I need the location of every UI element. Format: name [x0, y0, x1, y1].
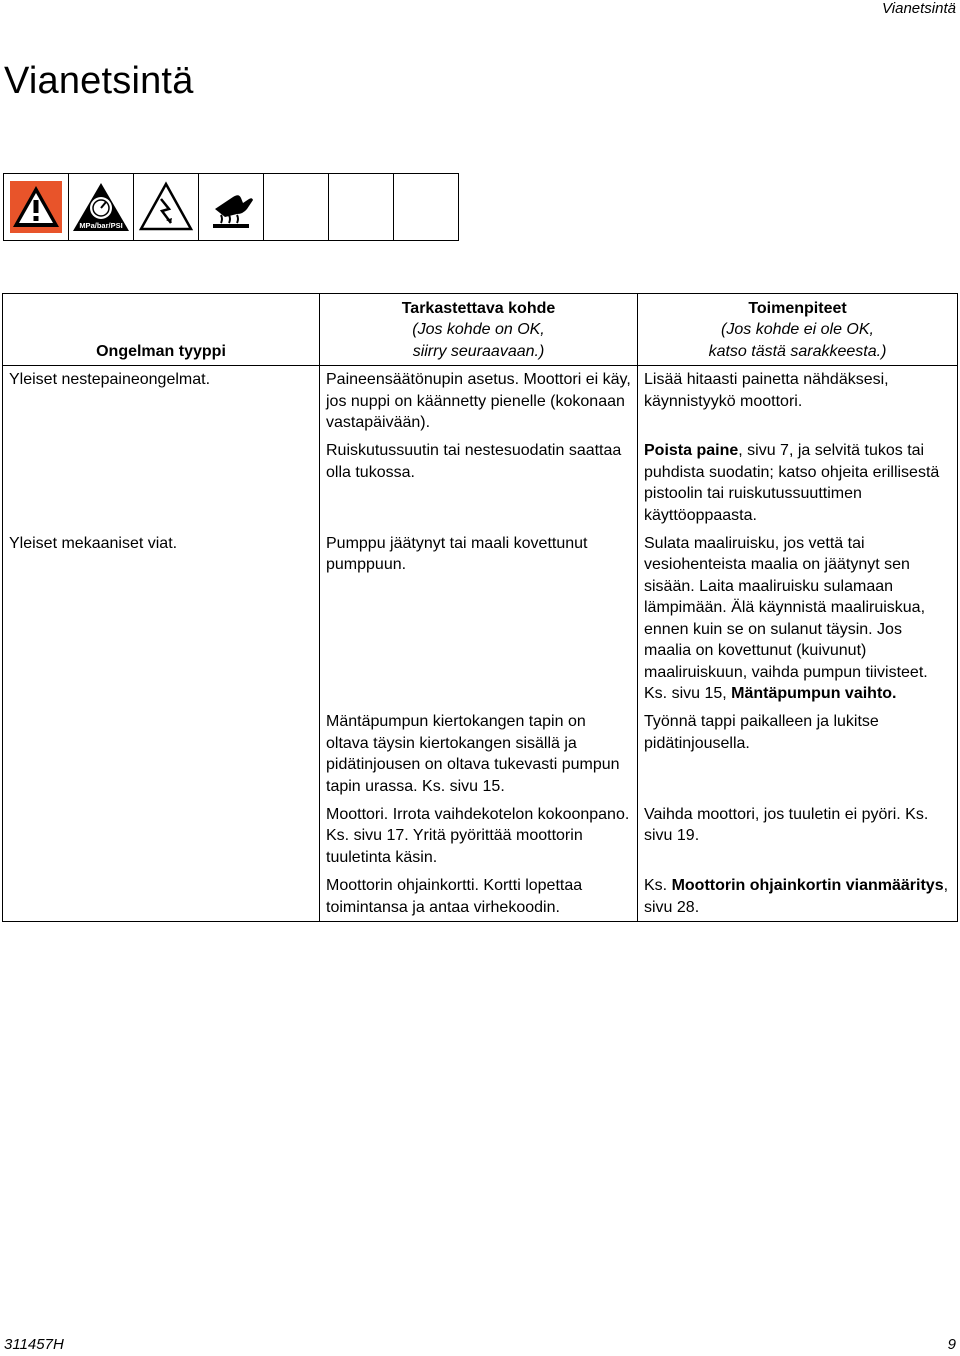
problem-type-cell [3, 436, 320, 529]
document-number: 311457H [4, 1336, 64, 1353]
action-cell: Työnnä tappi paikalleen ja lukitse pidätinjousella. [638, 707, 958, 800]
warning-icon-strip [3, 173, 459, 241]
check-cell: Paineensäätönupin asetus. Moottori ei käy, jos nuppi on käännetty pienelle (kokonaan vastapäivään). [320, 366, 638, 437]
action-cell: Poista paine, sivu 7, ja selvitä tukos tai puhdista suodatin; katso ohjeita erillisestä pistoolin tai ruiskutussuuttimen käyttöoppaasta. [638, 436, 958, 529]
page-number: 9 [947, 1336, 956, 1353]
problem-type-cell: Yleiset mekaaniset viat. [3, 529, 320, 707]
problem-type-cell [3, 800, 320, 871]
table-header-row [3, 294, 958, 366]
check-cell: Moottorin ohjainkortti. Kortti lopettaa toimintansa ja antaa virhekoodin. [320, 871, 638, 921]
header-check-item: Tarkastettava kohde (Jos kohde on OK, siirry seuraavaan.) [320, 294, 638, 366]
header-problem-type: Ongelman tyyppi [3, 294, 320, 366]
action-cell: Ks. Moottorin ohjainkortin vianmääritys, sivu 28. [638, 871, 958, 921]
page-title: Vianetsintä [4, 60, 194, 102]
exclamation-warning-icon [4, 174, 69, 240]
table-row [3, 871, 958, 921]
empty-icon-cell [329, 174, 394, 240]
action-cell: Sulata maaliruisku, jos vettä tai vesiohenteista maalia on jäätynyt sen sisään. Laita maaliruisku sulamaan lämpimään. Älä käynnistä maaliruiskua, ennen kuin se on sulanut täysin. Jos maalia on kovettunut (kuivunut) maaliruiskuun, vaihda pumpun tiivisteet. Ks. sivu 15, Mäntäpumpun vaihto. [638, 529, 958, 707]
action-bold-ref: Mäntäpumpun vaihto. [731, 684, 897, 702]
check-cell: Mäntäpumpun kiertokangen tapin on oltava täysin kiertokangen sisällä ja pidätinjousen on oltava tukevasti pumpun tapin urassa. Ks. sivu 15. [320, 707, 638, 800]
action-cell: Vaihda moottori, jos tuuletin ei pyöri. Ks. sivu 19. [638, 800, 958, 871]
action-bold-ref: Poista paine [644, 442, 739, 460]
table-row [3, 707, 958, 800]
problem-type-cell [3, 707, 320, 800]
header-actions: Toimenpiteet (Jos kohde ei ole OK, katso tästä sarakkeesta.) [638, 294, 958, 366]
table-row [3, 800, 958, 871]
check-cell: Moottori. Irrota vaihdekotelon kokoonpano. Ks. sivu 17. Yritä pyörittää moottorin tuuletinta käsin. [320, 800, 638, 871]
problem-type-cell: Yleiset nestepaineongelmat. [3, 366, 320, 437]
pressure-unit-label: MPa/bar/PSI [79, 221, 123, 230]
empty-icon-cell [394, 174, 458, 240]
check-cell: Ruiskutussuutin tai nestesuodatin saattaa olla tukossa. [320, 436, 638, 529]
action-bold-ref: Moottorin ohjainkortin vianmääritys [671, 877, 944, 895]
check-cell: Pumppu jäätynyt tai maali kovettunut pumppuun. [320, 529, 638, 707]
troubleshooting-table [2, 293, 958, 922]
problem-type-cell [3, 871, 320, 921]
empty-icon-cell [264, 174, 329, 240]
hot-surface-hand-icon [199, 174, 264, 240]
table-row [3, 529, 958, 707]
pressure-gauge-warning-icon [69, 174, 134, 240]
electric-shock-warning-icon [134, 174, 199, 240]
table-row [3, 366, 958, 437]
running-head: Vianetsintä [882, 0, 956, 17]
table-row [3, 436, 958, 529]
action-cell: Lisää hitaasti painetta nähdäksesi, käynnistyykö moottori. [638, 366, 958, 437]
